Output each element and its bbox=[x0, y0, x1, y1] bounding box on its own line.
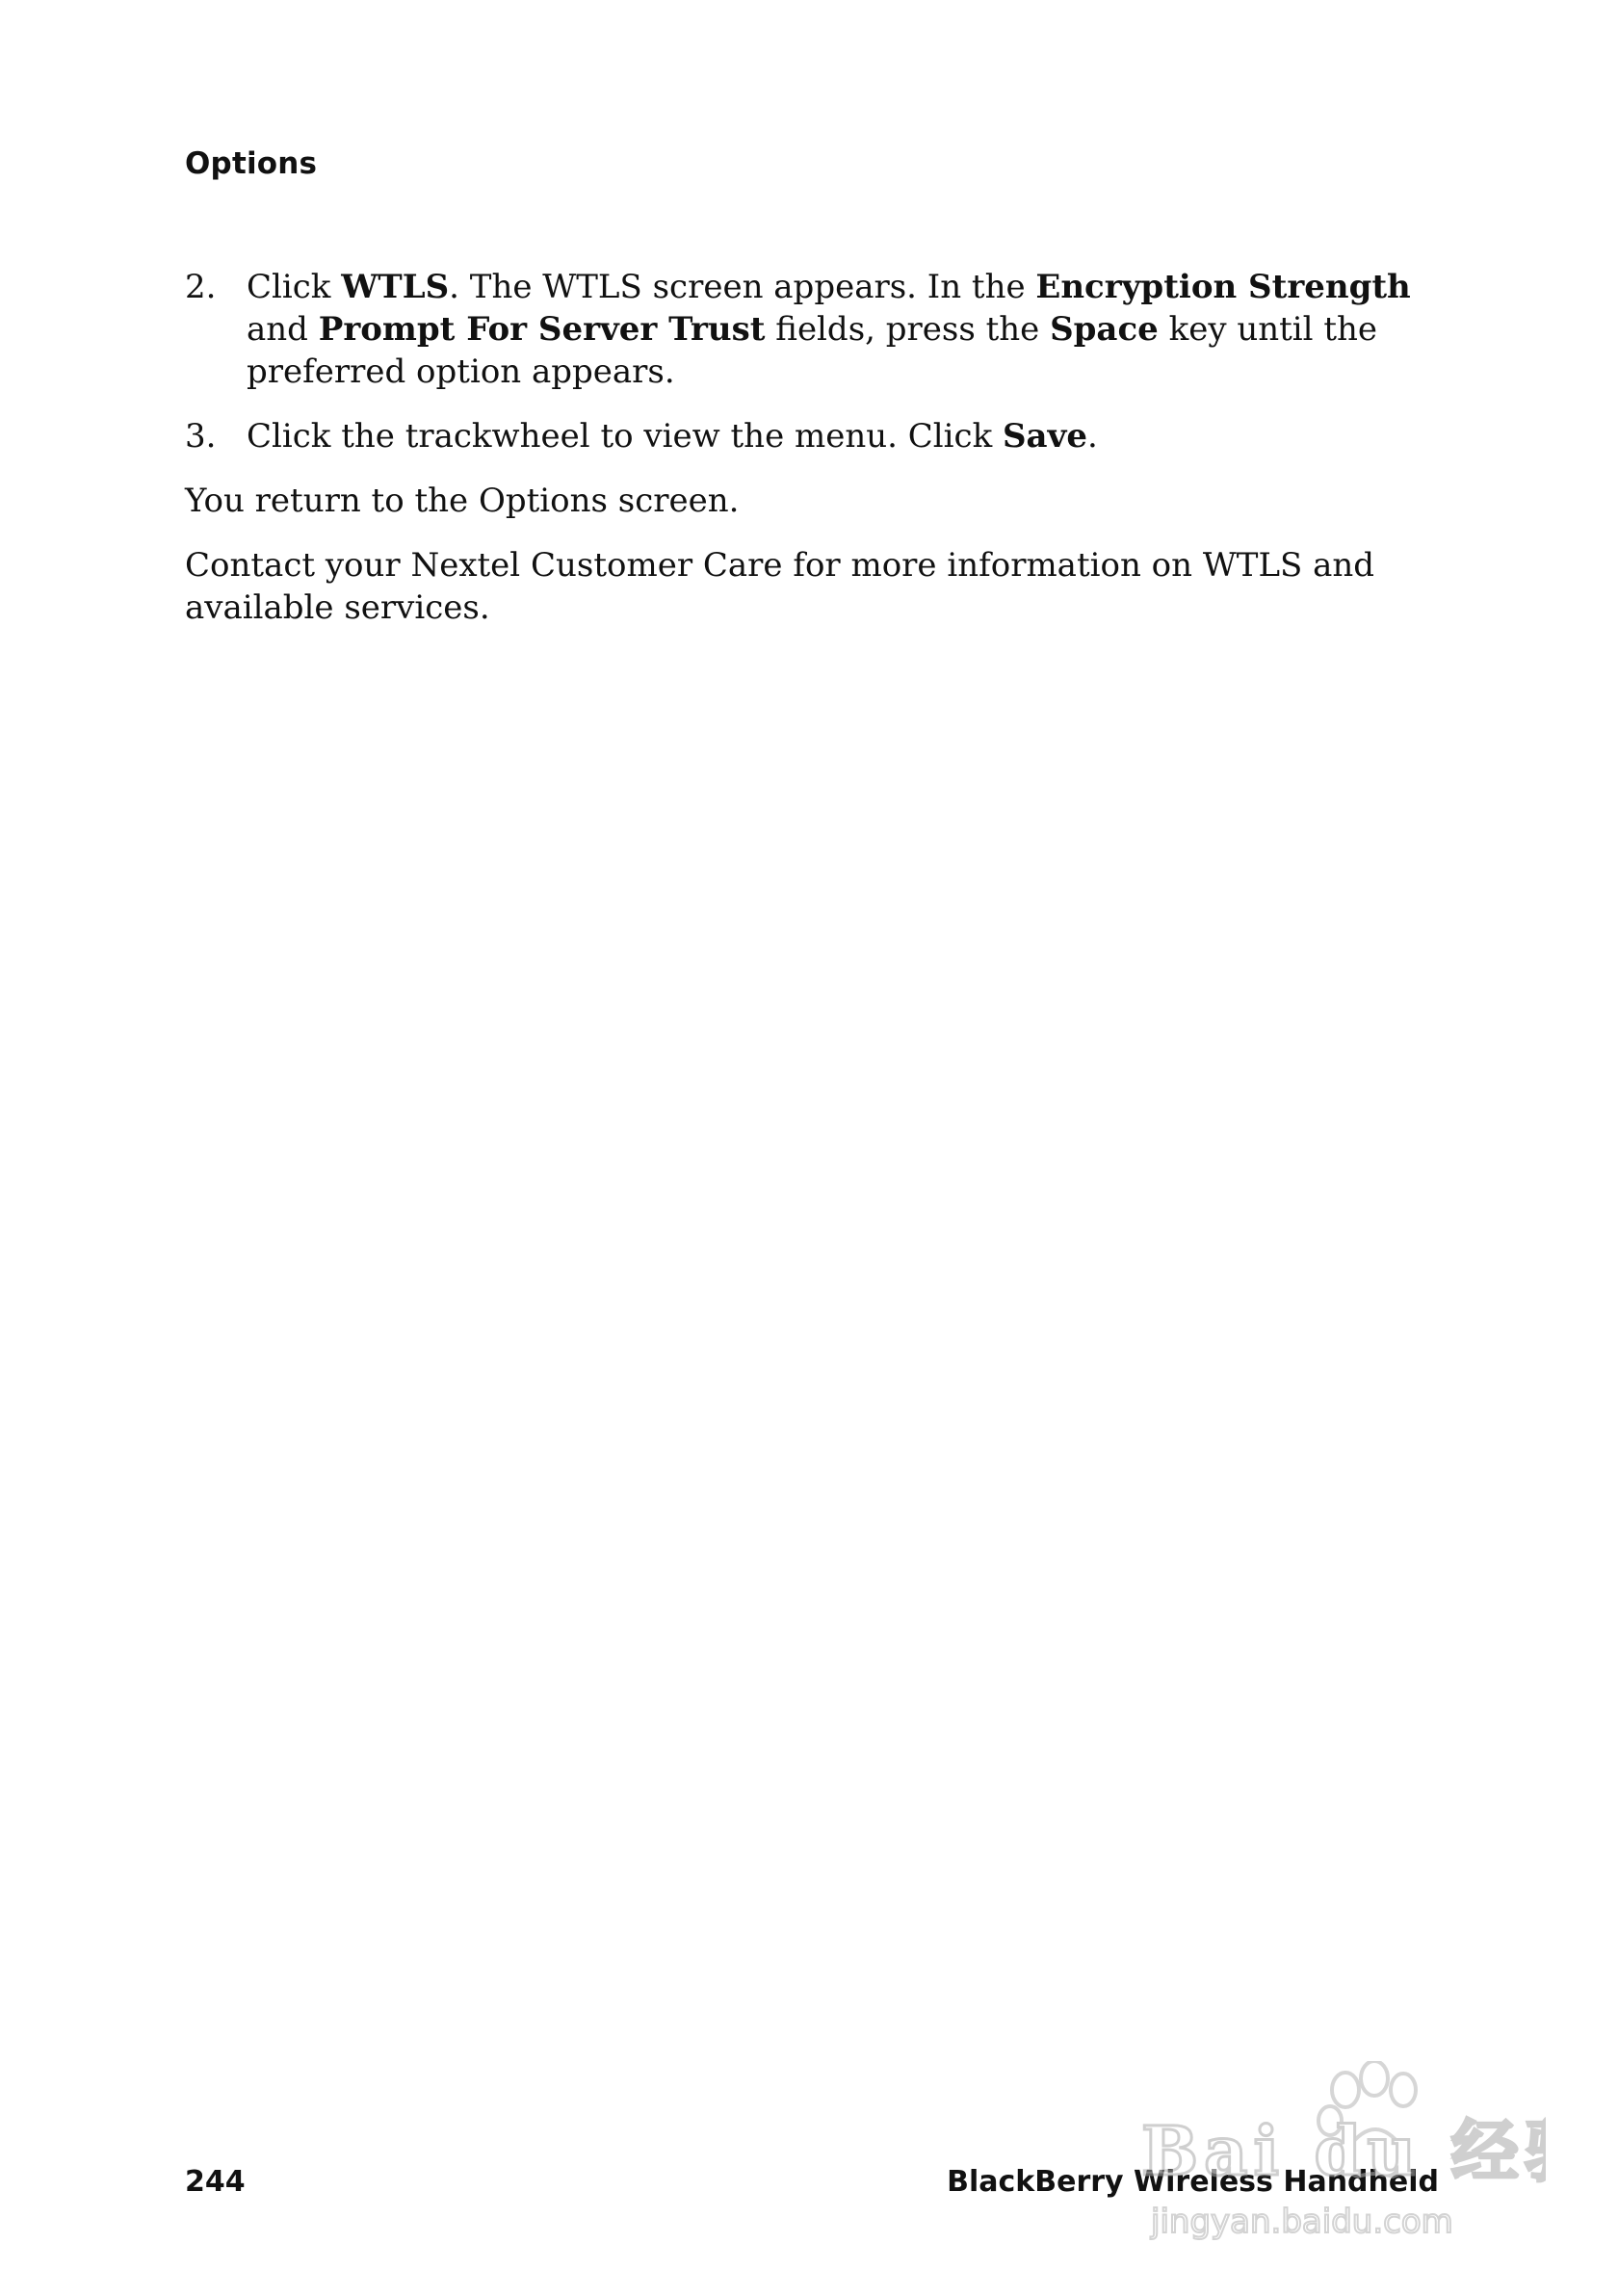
ui-term-prompt-for-server-trust: Prompt For Server Trust bbox=[318, 310, 766, 349]
ui-term-save: Save bbox=[1003, 417, 1087, 456]
step-text-part: key until the preferred option appears. bbox=[247, 310, 1378, 391]
baidu-watermark-logo bbox=[1141, 2061, 1546, 2254]
body-paragraph: You return to the Options screen. bbox=[185, 482, 740, 520]
step-text-part: . The WTLS screen appears. In the bbox=[449, 268, 1036, 306]
watermark-url: jingyan.baidu.com bbox=[1151, 2203, 1453, 2241]
step-number: 2. bbox=[185, 268, 217, 306]
section-header: Options bbox=[185, 146, 318, 181]
page-number: 244 bbox=[185, 2165, 246, 2199]
step-number: 3. bbox=[185, 417, 217, 456]
page-content bbox=[185, 266, 1456, 651]
watermark-brand: Bai du 经 bbox=[1141, 2111, 1525, 2191]
book-title: BlackBerry Wireless Handheld bbox=[947, 2165, 1439, 2199]
step-text-part: Click bbox=[247, 268, 342, 306]
step-text-part: and bbox=[247, 310, 319, 349]
step-item bbox=[185, 415, 1456, 457]
baidu-watermark bbox=[1141, 2061, 1546, 2254]
step-text bbox=[247, 268, 1411, 391]
body-paragraph: Contact your Nextel Customer Care for more information on WTLS and available services. bbox=[185, 546, 1375, 627]
step-text-part: . bbox=[1086, 417, 1098, 456]
ui-term-wtls: WTLS bbox=[341, 268, 450, 306]
step-item bbox=[185, 266, 1456, 393]
step-text-part: Click the trackwheel to view the menu. Click bbox=[247, 417, 1003, 456]
step-text-part: fields, press the bbox=[765, 310, 1051, 349]
step-text bbox=[247, 417, 1098, 456]
ui-term-encryption-strength: Encryption Strength bbox=[1035, 268, 1411, 306]
ui-term-space: Space bbox=[1050, 310, 1159, 349]
